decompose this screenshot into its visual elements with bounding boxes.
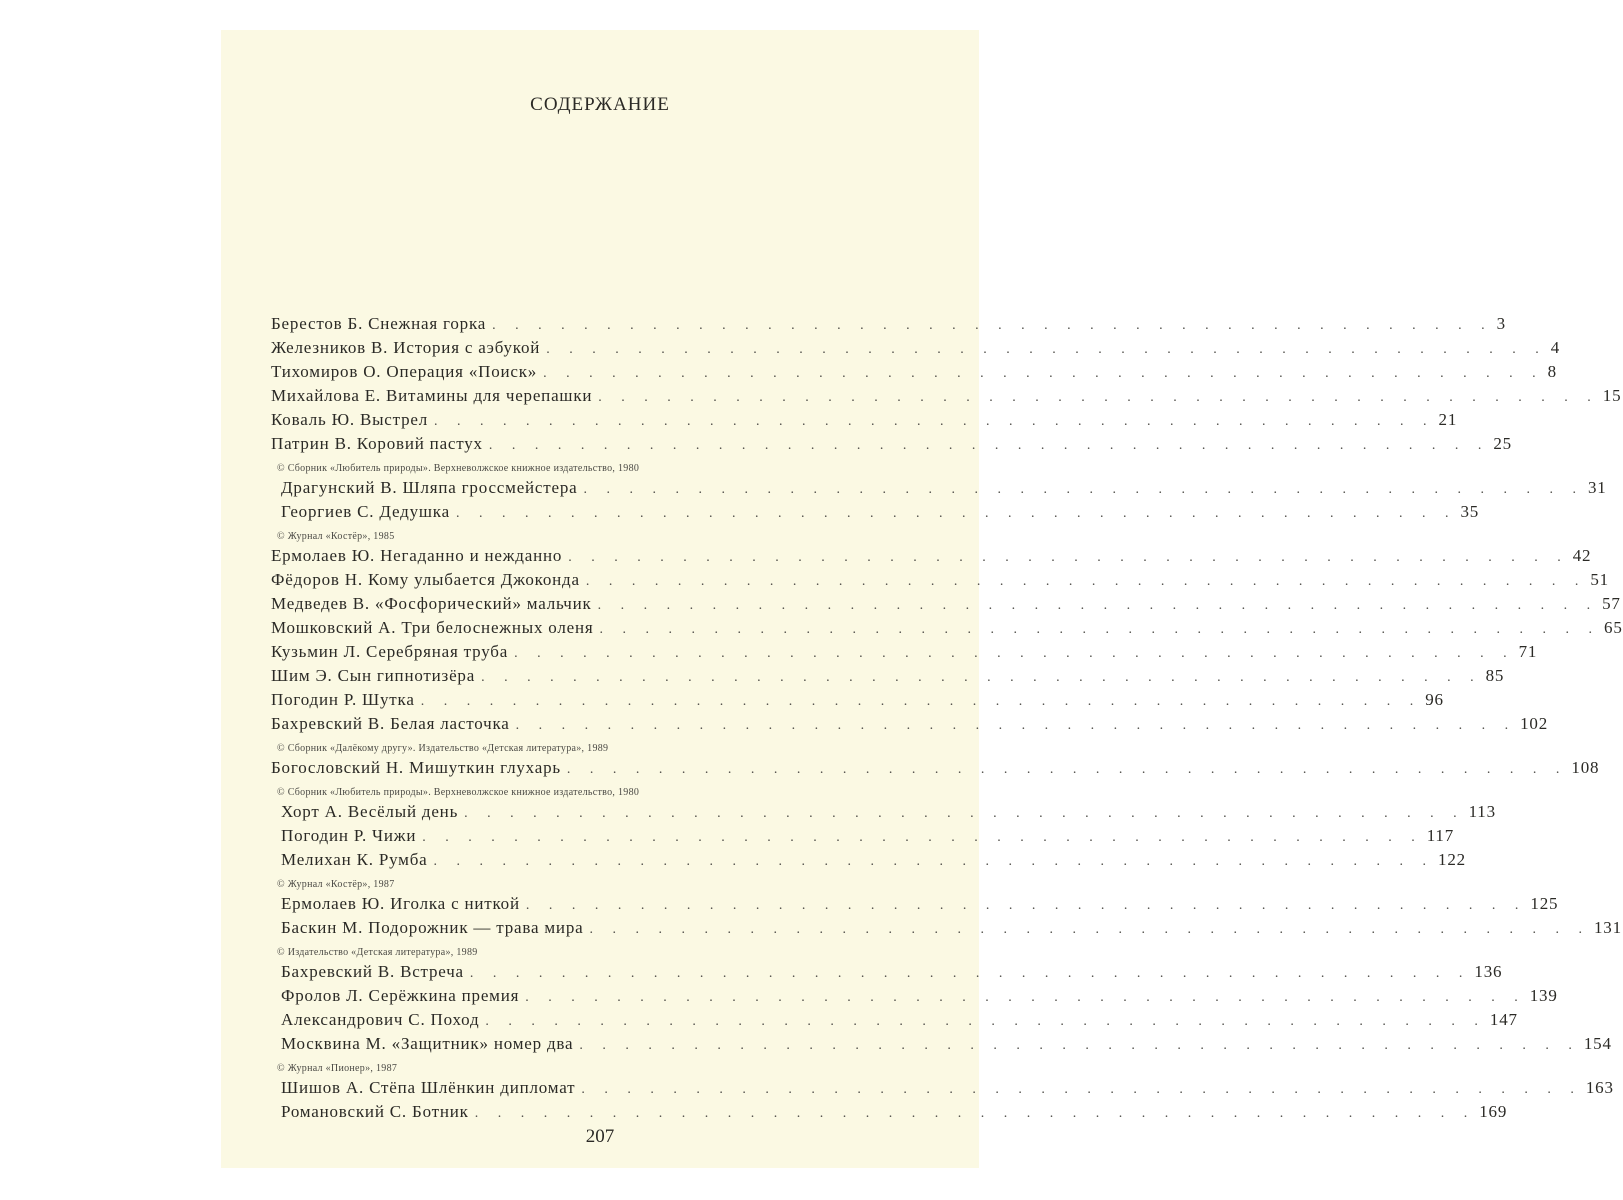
toc-entry-page: 15 [1602,386,1622,405]
toc-entry-title: Погодин Р. Шутка [271,690,415,709]
dot-leader: . . . . . . . . . . . . . . . . . . . . . . . . . . . . . . . . . . . . . . . . . . . . [525,898,1527,913]
toc-entry [271,850,1466,874]
page-number: 207 [585,1126,615,1147]
toc-entry-page: 108 [1571,758,1600,777]
dot-leader: . . . . . . . . . . . . . . . . . . . . . . . . . . . . . . . . . . . . . . . . . . . . [488,438,1490,453]
toc-entry-page: 25 [1493,434,1512,453]
toc-entry-page: 8 [1547,362,1557,381]
toc-entry-page: 125 [1530,894,1559,913]
toc-entry-title: Александрович С. Поход [281,1010,480,1029]
toc-entry-page: 85 [1485,666,1505,685]
toc-entry [271,986,1558,1010]
toc-entry-title: Мелихан К. Румба [281,850,428,869]
toc-entry [271,1078,1614,1102]
toc-entry-page: 4 [1550,338,1561,357]
toc-entry-page: 21 [1438,410,1458,429]
toc-entry [271,666,1505,690]
dot-leader: . . . . . . . . . . . . . . . . . . . . . . . . . . . . . . . . . . . . . . . . . . . . [599,622,1601,637]
source-note: © Журнал «Пионер», 1987 [277,1063,398,1074]
dot-leader: . . . . . . . . . . . . . . . . . . . . . . . . . . . . . . . . . . . . . . . . . . . . [434,414,1435,429]
toc-entry-page: 131 [1593,918,1622,937]
toc-entry-title: Георгиев С. Дедушка [281,502,450,521]
source-note: © Сборник «Любитель природы». Верхневолжское книжное издательство, 1980 [277,463,640,474]
toc-entry-title: Фёдоров Н. Кому улыбается Джоконда [271,570,580,589]
toc-entry-page: 163 [1585,1078,1614,1097]
toc-entry-title: Ермолаев Ю. Иголка с ниткой [281,894,520,913]
toc-entry [271,618,1623,642]
toc-entry [271,594,1621,618]
toc-entry-page: 57 [1602,594,1621,613]
toc-entry-page: 96 [1425,690,1444,709]
toc-entry-page: 136 [1474,962,1503,981]
dot-leader: . . . . . . . . . . . . . . . . . . . . . . . . . . . . . . . . . . . . . . . . . . . . [585,574,1587,589]
toc-entry-page: 42 [1572,546,1592,565]
toc-entry-page: 51 [1590,570,1609,589]
toc-entry [271,690,1444,714]
toc-entry-page: 169 [1479,1102,1508,1121]
toc-entry [271,502,1480,526]
toc-entry [271,338,1561,362]
toc-entry [271,314,1506,338]
toc-entry-page: 139 [1529,986,1558,1005]
source-note: © Сборник «Любитель природы». Верхневолжское книжное издательство, 1980 [277,787,640,798]
toc-entry-page: 113 [1468,802,1496,821]
dot-leader: . . . . . . . . . . . . . . . . . . . . . . . . . . . . . . . . . . . . . . . . . . . . [583,482,1584,497]
toc-entry [271,434,1512,458]
source-note: © Издательство «Детская литература», 1989 [277,947,478,958]
toc-entry-title: Драгунский В. Шляпа гроссмейстера [281,478,578,497]
toc-entry [271,962,1503,986]
toc-entry-title: Кузьмин Л. Серебряная труба [271,642,509,661]
dot-leader: . . . . . . . . . . . . . . . . . . . . . . . . . . . . . . . . . . . . . . . . . . . . [464,806,1465,821]
toc-entry-page: 122 [1438,850,1466,869]
toc-entry-title: Михайлова Е. Витамины для черепашки [271,386,593,405]
book-page [221,30,1623,1168]
toc-entry-title: Погодин Р. Чижи [281,826,417,845]
toc-entry [271,918,1622,942]
toc-entry-page: 65 [1604,618,1623,637]
toc-entry [271,570,1609,594]
toc-entry-title: Бахревский В. Встреча [281,962,464,981]
toc-entry [271,1010,1518,1034]
toc-entry-title: Берестов Б. Снежная горка [271,314,487,333]
toc-entry-title: Шишов А. Стёпа Шлёнкин дипломат [281,1078,576,1097]
toc-entry [271,478,1607,502]
dot-leader: . . . . . . . . . . . . . . . . . . . . . . . . . . . . . . . . . . . . . . . . . . . . [566,762,1568,777]
dot-leader: . . . . . . . . . . . . . . . . . . . . . . . . . . . . . . . . . . . . . . . . . . . . [515,718,1517,733]
dot-leader: . . . . . . . . . . . . . . . . . . . . . . . . . . . . . . . . . . . . . . . . . . . . [422,830,1423,845]
toc-entry-title: Богословский Н. Мишуткин глухарь [271,758,561,777]
toc-entry-title: Бахревский В. Белая ласточка [271,714,510,733]
dot-leader: . . . . . . . . . . . . . . . . . . . . . . . . . . . . . . . . . . . . . . . . . . . . [433,854,1435,869]
toc-entry-page: 35 [1460,502,1480,521]
toc-entry-page: 71 [1518,642,1538,661]
toc-entry-page: 147 [1489,1010,1518,1029]
dot-leader: . . . . . . . . . . . . . . . . . . . . . . . . . . . . . . . . . . . . . . . . . . . . [525,990,1526,1005]
dot-leader: . . . . . . . . . . . . . . . . . . . . . . . . . . . . . . . . . . . . . . . . . . . . [455,506,1457,521]
toc-entry [271,1034,1612,1058]
toc-entry-title: Железников В. История с аэбукой [271,338,541,357]
dot-leader: . . . . . . . . . . . . . . . . . . . . . . . . . . . . . . . . . . . . . . . . . . . . [420,694,1422,709]
toc-entry [271,758,1600,782]
dot-leader: . . . . . . . . . . . . . . . . . . . . . . . . . . . . . . . . . . . . . . . . . . . . [474,1106,1476,1121]
toc-entry [271,362,1557,386]
toc-entry-title: Фролов Л. Серёжкина премия [281,986,520,1005]
toc-entry [271,826,1455,850]
toc-entry [271,802,1496,826]
toc-entry [271,386,1622,410]
toc-entry-page: 154 [1583,1034,1612,1053]
dot-leader: . . . . . . . . . . . . . . . . . . . . . . . . . . . . . . . . . . . . . . . . . . . . [492,318,1493,333]
dot-leader: . . . . . . . . . . . . . . . . . . . . . . . . . . . . . . . . . . . . . . . . . . . . [598,390,1599,405]
source-note: © Журнал «Костёр», 1985 [277,531,395,542]
toc-entry [271,546,1592,570]
toc-entry [271,1102,1508,1126]
toc-entry-page: 31 [1588,478,1607,497]
page-title: СОДЕРЖАНИЕ [530,94,670,115]
toc-entry-title: Мошковский А. Три белоснежных оленя [271,618,594,637]
dot-leader: . . . . . . . . . . . . . . . . . . . . . . . . . . . . . . . . . . . . . . . . . . . . [581,1082,1582,1097]
dot-leader: . . . . . . . . . . . . . . . . . . . . . . . . . . . . . . . . . . . . . . . . . . . . [589,922,1590,937]
toc-entry [271,642,1538,666]
toc-entry [271,714,1549,738]
source-note: © Сборник «Далёкому другу». Издательство «Детская литература», 1989 [277,743,609,754]
dot-leader: . . . . . . . . . . . . . . . . . . . . . . . . . . . . . . . . . . . . . . . . . . . . [546,342,1547,357]
toc-entry-title: Ермолаев Ю. Негаданно и нежданно [271,546,563,565]
toc-entry-title: Медведев В. «Фосфорический» мальчик [271,594,592,613]
dot-leader: . . . . . . . . . . . . . . . . . . . . . . . . . . . . . . . . . . . . . . . . . . . . [568,550,1569,565]
toc-entry-title: Романовский С. Ботник [281,1102,469,1121]
toc-entry-page: 117 [1426,826,1455,845]
dot-leader: . . . . . . . . . . . . . . . . . . . . . . . . . . . . . . . . . . . . . . . . . . . . [481,670,1482,685]
toc-entry-title: Патрин В. Коровий пастух [271,434,483,453]
toc-entry-title: Шим Э. Сын гипнотизёра [271,666,476,685]
toc-entry-title: Москвина М. «Защитник» номер два [281,1034,574,1053]
toc-entry-page: 102 [1520,714,1549,733]
source-note: © Журнал «Костёр», 1987 [277,879,395,890]
table-of-contents [271,314,1623,1126]
toc-entry-page: 3 [1496,314,1506,333]
toc-entry [271,410,1458,434]
dot-leader: . . . . . . . . . . . . . . . . . . . . . . . . . . . . . . . . . . . . . . . . . . . . [597,598,1599,613]
dot-leader: . . . . . . . . . . . . . . . . . . . . . . . . . . . . . . . . . . . . . . . . . . . . [469,966,1471,981]
toc-entry-title: Коваль Ю. Выстрел [271,410,429,429]
dot-leader: . . . . . . . . . . . . . . . . . . . . . . . . . . . . . . . . . . . . . . . . . . . . [514,646,1515,661]
toc-entry [271,894,1559,918]
dot-leader: . . . . . . . . . . . . . . . . . . . . . . . . . . . . . . . . . . . . . . . . . . . . [579,1038,1580,1053]
toc-entry-title: Хорт А. Весёлый день [281,802,459,821]
dot-leader: . . . . . . . . . . . . . . . . . . . . . . . . . . . . . . . . . . . . . . . . . . . . [485,1014,1486,1029]
toc-entry-title: Баскин М. Подорожник — трава мира [281,918,584,937]
dot-leader: . . . . . . . . . . . . . . . . . . . . . . . . . . . . . . . . . . . . . . . . . . . . [543,366,1544,381]
toc-entry-title: Тихомиров О. Операция «Поиск» [271,362,538,381]
